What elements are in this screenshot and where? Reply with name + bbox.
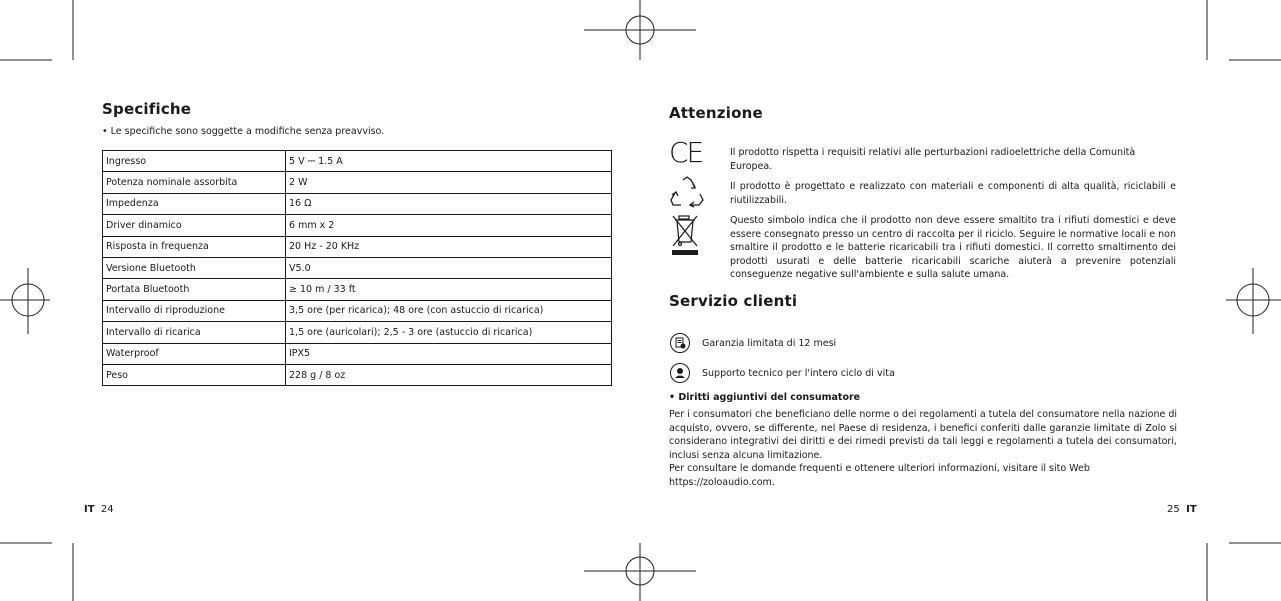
spec-row: [103, 343, 612, 364]
recycle-icon: [669, 176, 705, 208]
attention-title: Attenzione: [669, 104, 763, 122]
service-title: Servizio clienti: [669, 292, 798, 310]
spec-key: Intervallo di riproduzione: [103, 300, 286, 321]
warranty-icon: [670, 333, 690, 353]
specs-title: Specifiche: [102, 100, 192, 118]
page-number-right: [1167, 504, 1197, 515]
spec-key: Portata Bluetooth: [103, 279, 286, 300]
page-lang-right: IT: [1186, 504, 1197, 515]
support-person-icon: [670, 363, 690, 383]
spec-row: [103, 193, 612, 214]
spec-value: 6 mm x 2: [286, 215, 612, 236]
spec-row: [103, 364, 612, 385]
warranty-text: Garanzia limitata di 12 mesi: [702, 338, 837, 349]
spec-row: [103, 215, 612, 236]
page-lang-left: IT: [84, 504, 95, 515]
spec-key: Potenza nominale assorbita: [103, 172, 286, 193]
spec-value: 2 W: [286, 172, 612, 193]
spec-value: 228 g / 8 oz: [286, 364, 612, 385]
spec-key: Waterproof: [103, 343, 286, 364]
rights-title: • Diritti aggiuntivi del consumatore: [669, 392, 861, 403]
spec-row: [103, 172, 612, 193]
spec-key: Versione Bluetooth: [103, 257, 286, 278]
ce-mark-icon: CE: [669, 136, 703, 169]
spec-value: 16 Ω: [286, 193, 612, 214]
spec-value: 5 V ⎓ 1.5 A: [286, 151, 612, 172]
spec-row: [103, 279, 612, 300]
spec-key: Risposta in frequenza: [103, 236, 286, 257]
spec-key: Intervallo di ricarica: [103, 322, 286, 343]
spec-key: Peso: [103, 364, 286, 385]
spec-value: 3,5 ore (per ricarica); 48 ore (con astuccio di ricarica): [286, 300, 612, 321]
recycle-text: Il prodotto è progettato e realizzato con materiali e componenti di alta qualità, riciclabili e riutilizzabili.: [730, 181, 1176, 206]
spec-row: [103, 151, 612, 172]
rights-text: Per i consumatori che beneficiano delle norme o dei regolamenti a tutela del consumatore nella nazione di acquisto, ovvero, se differente, nel Paese di residenza, i benefici conferiti dalle garanzie limitate di Zolo si considerano integrativi dei diritti e dei rimedi previsti da tali leggi e regolamenti a tutela dei consumatori, inclusi senza alcuna limitazione.: [669, 409, 1178, 461]
support-text: Supporto tecnico per l'intero ciclo di vita: [702, 368, 895, 379]
spec-value: ≥ 10 m / 33 ft: [286, 279, 612, 300]
spec-value: 20 Hz - 20 KHz: [286, 236, 612, 257]
spec-row: [103, 300, 612, 321]
spec-key: Impedenza: [103, 193, 286, 214]
spec-row: [103, 236, 612, 257]
page-number-left: [84, 504, 114, 515]
weee-text: Questo simbolo indica che il prodotto non deve essere smaltito tra i rifiuti domestici e deve essere consegnato presso un centro di raccolta per il riciclo. Seguire le normative locali e non smaltire il prodotto e le batterie ricaricabili tra i rifiuti domestici. Il corretto smaltimento dei prodotti usurati e delle batterie ricaricabili scariche aiuterà a prevenire potenziali conseguenze negative sull'ambiente e sulla salute umana.: [730, 215, 1176, 280]
spec-value: V5.0: [286, 257, 612, 278]
spec-key: Ingresso: [103, 151, 286, 172]
spec-key: Driver dinamico: [103, 215, 286, 236]
spec-value: 1,5 ore (auricolari); 2,5 - 3 ore (astuccio di ricarica): [286, 322, 612, 343]
specs-note: • Le specifiche sono soggette a modifiche senza preavviso.: [102, 126, 385, 137]
specs-table: [102, 150, 612, 386]
ce-text: Il prodotto rispetta i requisiti relativi alle perturbazioni radioelettriche della Comunità Europea.: [730, 147, 1136, 172]
faq-text: Per consultare le domande frequenti e ottenere ulteriori informazioni, visitare il sito Web https://zoloaudio.com.: [669, 463, 1090, 488]
page-num-left: 24: [100, 504, 114, 515]
spec-value: IPX5: [286, 343, 612, 364]
spec-row: [103, 257, 612, 278]
spec-row: [103, 322, 612, 343]
page-num-right: 25: [1167, 504, 1180, 515]
crossed-bin-icon: [670, 212, 700, 258]
